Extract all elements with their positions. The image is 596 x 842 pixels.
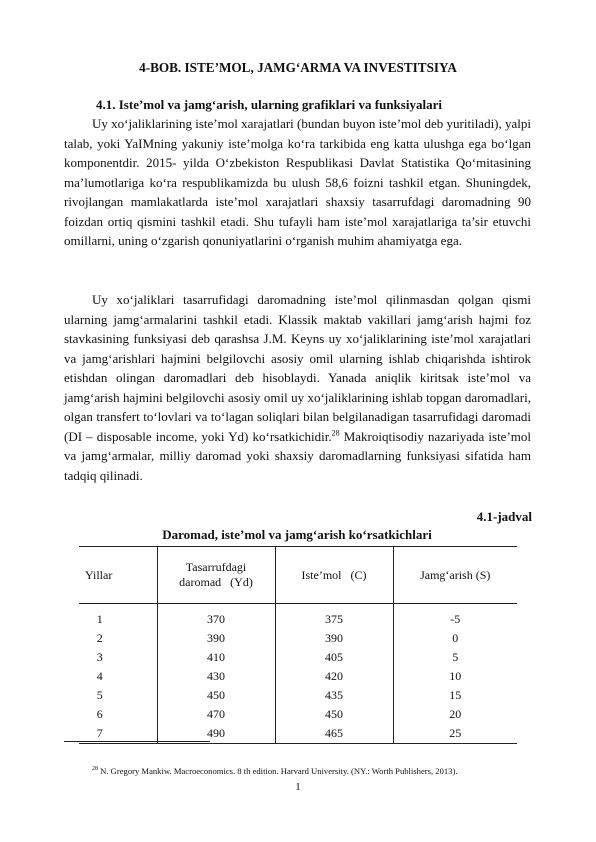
- table-label: 4.1-jadval: [476, 509, 532, 524]
- cell-savings: 20: [393, 705, 517, 724]
- cell-consumption: 420: [275, 667, 393, 686]
- paragraph-consumption: Uy xo‘jaliklarining iste’mol xarajatlari (bundan buyon iste’mol deb yuritiladi), yalpi talab, yoki YaIMning yakuniy iste’molga ko‘ra tarkibida eng katta ulushga ega bo‘lgan komponentdir. 2015- yilda O‘zbekiston Respublikasi Davlat Statistika Qo‘mitasining ma’lumotlariga ko‘ra respublikamizda bu ulush 58,6 foizni tashkil etgan. Shuningdek, rivojlangan mamlakatlarda iste’mol xarajatlari shaxsiy tasarrufdagi daromadning 90 foizdan ortiq qismini tashkil etadi. Shu tufayli ham iste’mol xarajatlariga ta’sir etuvchi omillarni, uning o‘zgarish qonuniyatlarini o‘rganish muhim ahamiyatga ega.: [64, 116, 532, 248]
- footnote-divider: [64, 741, 210, 742]
- cell-income: 410: [157, 648, 275, 667]
- footnote-reference: 28: [331, 428, 340, 438]
- cell-year: 7: [79, 724, 157, 744]
- cell-savings: 15: [393, 686, 517, 705]
- header-disposable-income-line1: Tasarrufdagi: [185, 560, 247, 574]
- cell-consumption: 465: [275, 724, 393, 744]
- paragraph-savings: [64, 290, 531, 485]
- table-row: [79, 604, 517, 630]
- cell-consumption: 405: [275, 648, 393, 667]
- cell-year: 2: [96, 631, 103, 645]
- table-row: [79, 705, 517, 724]
- cell-year: 6: [96, 707, 103, 721]
- table-row: [79, 667, 517, 686]
- cell-income: 370: [157, 604, 275, 630]
- header-disposable-income-line2: daromad (Yd): [179, 575, 253, 589]
- cell-income: 470: [157, 705, 275, 724]
- header-disposable-income: [157, 547, 275, 604]
- paragraph-savings-text-end: Makroiqtisodiy nazariyada iste’mol va jamg‘armalar, milliy daromad yoki shaxsiy daromadlarning funksiyasi sifatida ham tadqiq qilinadi.: [64, 428, 531, 483]
- table-caption: Daromad, iste’mol va jamg‘arish ko‘rsatkichlari: [162, 527, 432, 542]
- header-years: Yillar: [79, 547, 157, 604]
- cell-year: 1: [96, 612, 103, 626]
- header-consumption: Iste’mol (C): [275, 547, 393, 604]
- cell-consumption: 450: [275, 705, 393, 724]
- cell-income: 390: [157, 629, 275, 648]
- cell-year: 5: [96, 688, 103, 702]
- chapter-title: 4-BOB. ISTE’MOL, JAMG‘ARMA VA INVESTITSIYA: [139, 60, 457, 75]
- cell-income: 430: [157, 667, 275, 686]
- cell-consumption: 435: [275, 686, 393, 705]
- table-row: [79, 629, 517, 648]
- table-row: [79, 648, 517, 667]
- cell-year: 3: [96, 650, 103, 664]
- cell-income: 490: [157, 724, 275, 744]
- paragraph-savings-text: Uy xo‘jaliklari tasarrufidagi daromadning iste’mol qilinmasdan qolgan qismi ularning jamg‘armalarini tashkil etadi. Klassik maktab vakillari jamg‘arish hajmi foz stavkasining funksiyasi deb qarashsa J.M. Keyns uy xo‘jaliklarining iste’mol xarajatlari va jamg‘arishlari hajmini belgilovchi asosiy omil ularning ishlab chiqarishda ishtirok etishdan olingan daromadlari deb hisoblaydi. Yanada aniqlik kiritsak iste’mol va jamg‘arish hajmini belgilovchi asosiy omil uy xo‘jaliklarining ishlab topgan daromadlari, olgan transfert to‘lovlari va to‘lagan soliqlari bilan belgilanadigan tasarrufidagi daromadi (DI – disposable income, yoki Yd) ko‘rsatkichidir.: [64, 292, 531, 444]
- cell-savings: 5: [393, 648, 517, 667]
- cell-savings: -5: [393, 604, 517, 630]
- cell-year: 4: [96, 669, 103, 683]
- table-row: [79, 686, 517, 705]
- footnote: [92, 766, 457, 776]
- footnote-number: 28: [92, 766, 98, 773]
- income-consumption-savings-table: [79, 546, 517, 744]
- cell-consumption: 375: [275, 604, 393, 630]
- cell-savings: 10: [393, 667, 517, 686]
- table-header-row: [79, 547, 517, 604]
- section-title: 4.1. Iste’mol va jamg‘arish, ularning grafiklari va funksiyalari: [96, 97, 442, 112]
- footnote-text: N. Gregory Mankiw. Macroeconomics. 8 th edition. Harvard University. (NY.: Worth Publishers, 2013).: [98, 766, 458, 776]
- cell-savings: 0: [393, 629, 517, 648]
- cell-income: 450: [157, 686, 275, 705]
- cell-savings: 25: [393, 724, 517, 744]
- page-number: 1: [295, 781, 301, 793]
- header-savings: Jamg‘arish (S): [393, 547, 517, 604]
- cell-consumption: 390: [275, 629, 393, 648]
